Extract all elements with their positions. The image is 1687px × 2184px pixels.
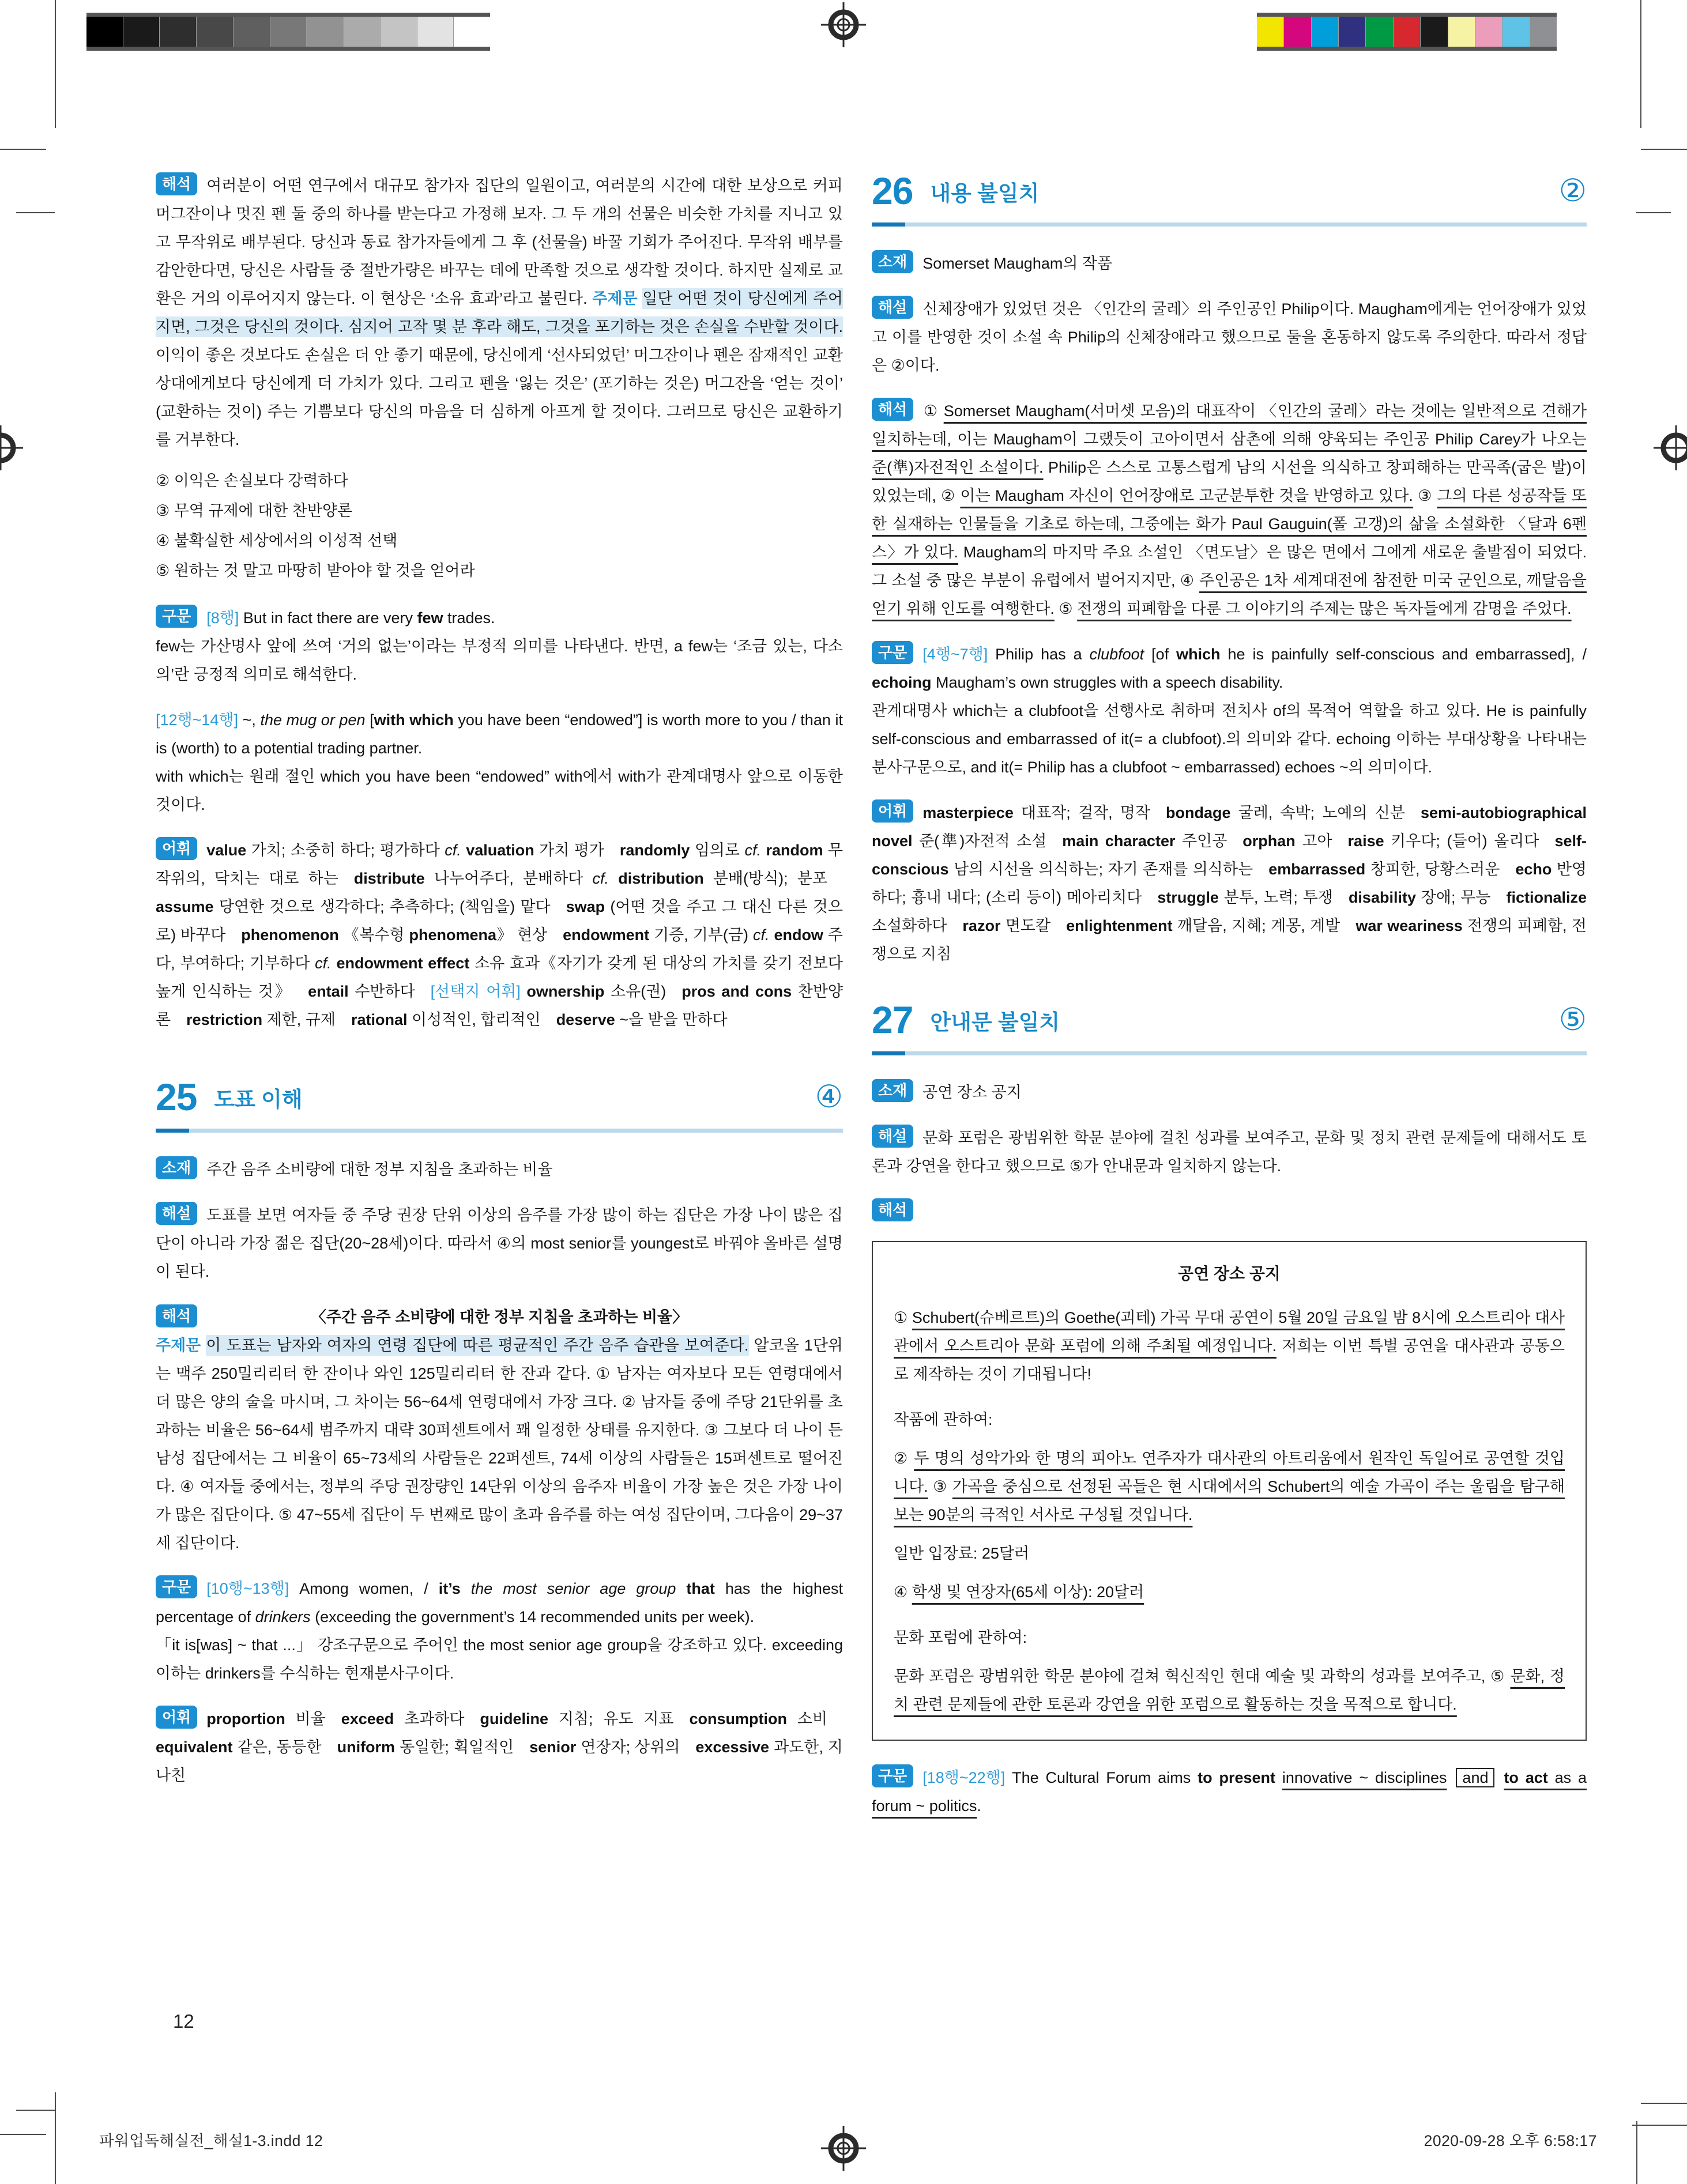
crop-mark (1641, 149, 1687, 150)
crop-mark (16, 2110, 55, 2111)
notice-student-price: ④ 학생 및 연장자(65세 이상): 20달러 (894, 1583, 1144, 1601)
notice-box (872, 1241, 1587, 1741)
interp-badge: 해석 (156, 172, 197, 195)
q25-syntax (156, 1575, 843, 1631)
question-number: 26 (872, 169, 913, 212)
calibration-swatch (270, 17, 307, 47)
calibration-swatch (1394, 17, 1421, 47)
topic-badge: 소재 (156, 1156, 197, 1179)
calibration-swatch (1366, 17, 1393, 47)
option-3: ③ 무역 규제에 대한 찬반양론 (156, 502, 353, 519)
q26-syntax-note: 관계대명사 which는 a clubfoot을 선행사로 취하며 전치사 of의 목적어 역할을 하고 있다. He is painfully self-conscious and embarrassed of it(= a clubfoot).의 의미와 같다. echoing 이하는 부대상황을 나타내는 분사구문으로, and it(= Philip has a clubfoot ~ embarrassed) echoes ~의 의미이다. (872, 702, 1587, 776)
section-26-header (872, 169, 1587, 212)
registration-mark-icon (0, 425, 23, 470)
q27-topic (872, 1078, 1587, 1107)
crop-mark (1641, 2103, 1687, 2104)
calibration-swatch (1312, 17, 1339, 47)
line-ref: [4행~7행] (922, 646, 988, 663)
q25-topic (156, 1156, 843, 1184)
registration-mark-icon (821, 2126, 866, 2171)
calibration-swatch (1339, 17, 1366, 47)
q26-syntax-sentence: Philip has a clubfoot [of which he is painfully self-conscious and embarrassed], / echoing Maugham’s own struggles with a speech disability. (872, 646, 1587, 691)
footer-filename: 파워업독해실전_해설1-3.indd 12 (99, 2132, 323, 2149)
syntax-badge: 구문 (156, 1575, 197, 1598)
calibration-swatch (344, 17, 381, 47)
q24-syntax-1-note: few는 가산명사 앞에 쓰여 ‘거의 없는’이라는 부정적 의미를 나타낸다. 반면, a few는 ‘조금 있는, 다소의’란 긍정적 의미로 해석한다. (156, 638, 843, 683)
calibration-swatch (234, 17, 270, 47)
notice-subhead-1: 작품에 관하여: (894, 1411, 993, 1428)
q25-explanation-text: 도표를 보면 여자들 중 주당 권장 단위 이상의 음주를 가장 많이 하는 집단은 가장 나이 많은 집단이 아니라 가장 젊은 집단(20~28세)이다. 따라서 ④의 most senior를 youngest로 바꿔야 올바른 설명이 된다. (156, 1206, 843, 1280)
q26-topic-text: Somerset Maugham의 작품 (922, 255, 1113, 272)
line-ref: [18행~22행] (922, 1769, 1006, 1786)
q24-syntax-2 (156, 706, 843, 763)
right-column (872, 169, 1587, 1820)
vocab-badge: 어휘 (156, 1706, 197, 1729)
q24-vocab (156, 836, 843, 1034)
registration-mark-icon (821, 2, 866, 47)
calibration-swatch (160, 17, 197, 47)
crop-mark (1636, 212, 1671, 213)
syntax-badge: 구문 (872, 641, 913, 664)
q25-vocab (156, 1705, 843, 1790)
q25-vocab-list: proportion 비율 exceed 초과하다 guideline 지침; 유도 지표 consumption 소비 equivalent 같은, 동등한 uniform 동일한; 획일적인 senior 연장자; 상위의 excessive 과도한, 지나친 (156, 1710, 843, 1784)
registration-mark-icon (1654, 425, 1687, 470)
topic-badge: 소재 (872, 1079, 913, 1102)
notice-subhead-2: 문화 포럼에 관하여: (894, 1629, 1027, 1646)
notice-admission: 일반 입장료: 25달러 (894, 1545, 1030, 1562)
q26-vocab-list: masterpiece 대표작; 걸작, 명작 bondage 굴레, 속박; 노예의 신분 semi-autobiographical novel 준(準)자전적 소설 main character 주인공 orphan 고아 raise 키우다; (들어) 올리다 self-conscious 남의 시선을 의식하는; 자기 존재를 의식하는 embarrassed 창피한, 당황스러운 echo 반영하다; 흉내 내다; (소리 등이) 메아리치다 struggle 분투, 노력; 투쟁 disability 장애; 무능 fictionalize 소설화하다 razor 면도칼 enlightenment 깨달음, 지혜; 계몽, 계발 war weariness 전쟁의 피폐함, 전쟁으로 지침 (872, 804, 1587, 963)
calibration-swatch (1284, 17, 1311, 47)
q26-topic (872, 250, 1587, 278)
notice-title: 공연 장소 공지 (1178, 1265, 1281, 1283)
q24-interpretation (156, 172, 843, 454)
option-4: ④ 불확실한 세상에서의 이성적 선택 (156, 532, 398, 549)
crop-mark (55, 2092, 56, 2184)
option-2: ② 이익은 손실보다 강력하다 (156, 472, 348, 489)
q26-vocab (872, 799, 1587, 968)
q27-explanation-text: 문화 포럼은 광범위한 학문 분야에 걸친 성과를 보여주고, 문화 및 정치 관련 문제들에 대해서도 토론과 강연을 한다고 했으므로 ⑤가 안내문과 일치하지 않는다. (872, 1129, 1587, 1175)
calibration-swatch (1448, 17, 1475, 47)
q24-syntax-2-note: with which는 원래 절인 which you have been “endowed” with에서 with가 관계대명사 앞으로 이동한 것이다. (156, 768, 843, 813)
q26-syntax (872, 640, 1587, 697)
crop-mark (1632, 2125, 1687, 2126)
question-type-title: 안내문 불일치 (930, 1010, 1060, 1034)
crop-mark (16, 212, 55, 213)
option-5: ⑤ 원하는 것 말고 마땅히 받아야 할 것을 얻어라 (156, 562, 475, 579)
q24-interpretation-text: 여러분이 어떤 연구에서 대규모 참가자 집단의 일원이고, 여러분의 시간에 대한 보상으로 커피 머그잔이나 멋진 펜 둘 중의 하나를 받는다고 가정해 보자. 그 두 개의 선물은 비슷한 가치를 지니고 있고 무작위로 배부된다. 당신과 동료 참가자들에게 그 후 (선물을) 바꿀 기회가 주어진다. 무작위 배부를 감안한다면, 당신은 사람들 중 절반가량은 바꾸는 데에 만족할 것으로 생각할 것이다. 하지만 실제로 교환은 거의 이루어지지 않는다. 이 현상은 ‘소유 효과’라고 불린다. 주제문 일단 어떤 것이 당신에게 주어지면, 그것은 당신의 것이다. 심지어 고작 몇 분 후라 해도, 그것을 포기하는 것은 손실을 수반할 것이다. 이익이 좋은 것보다도 손실은 더 안 좋기 때문에, 당신에게 ‘선사되었던’ 머그잔이나 펜은 잠재적인 교환 상대에게보다 당신에게 더 가치가 있다. 그리고 펜을 ‘잃는 것은’ (포기하는 것은) 머그잔을 ‘얻는 것이’ (교환하는 것이) 주는 기쁨보다 당신의 마음을 더 심하게 아프게 할 것이다. 그러므로 당신은 교환하기를 거부한다. (156, 177, 843, 448)
q25-explanation (156, 1201, 843, 1286)
q27-topic-text: 공연 장소 공지 (922, 1084, 1022, 1101)
calibration-swatch (417, 17, 454, 47)
calibration-swatch (86, 17, 123, 47)
line-ref: [8행] (206, 609, 239, 627)
vocab-badge: 어휘 (872, 799, 913, 823)
left-column (156, 172, 843, 1790)
expl-badge: 해설 (872, 1125, 913, 1148)
answer-badge: ⑤ (1558, 1002, 1587, 1037)
crop-mark (0, 149, 46, 150)
expl-badge: 해설 (872, 296, 913, 319)
q24-syntax-2-sentence: ~, the mug or pen [with which you have been “endowed”] is worth more to you / than it is (worth) to a potential trading partner. (156, 711, 843, 757)
section-27-header (872, 998, 1587, 1041)
q24-options (156, 467, 843, 587)
calibration-swatch (1530, 17, 1557, 47)
q25-syntax-note: 「it is[was] ~ that ...」 강조구문으로 주어인 the most senior age group을 강조하고 있다. exceeding 이하는 drinkers를 수식하는 현재분사구이다. (156, 1636, 843, 1682)
crop-mark (1640, 0, 1641, 128)
q25-interpretation-text: 주제문 이 도표는 남자와 여자의 연령 집단에 따른 평균적인 주간 음주 습관을 보여준다. 알코올 1단위는 맥주 250밀리리터 한 잔이나 와인 125밀리리터 한 잔과 같다. ① 남자는 여자보다 모든 연령대에서 더 많은 양의 술을 마시며, 그 차이는 56~64세 연령대에서 가장 크다. ② 남자들 중에 주당 21단위를 초과하는 비율은 56~64세 범주까지 대략 30퍼센트에서 꽤 일정한 상태를 유지한다. ③ 그보다 더 나이 든 남성 집단에서는 그 비율이 65~73세의 사람들은 22퍼센트, 74세 이상의 사람들은 15퍼센트로 떨어진다. ④ 여자들 중에서는, 정부의 주당 권장량인 14단위 이상의 음주자 비율이 가장 높은 것은 가장 나이가 많은 집단이다. ⑤ 47~55세 집단이 두 번째로 많이 초과 음주를 하는 여성 집단이며, 그다음이 29~37세 집단이다. (156, 1331, 843, 1557)
interp-badge: 해석 (156, 1304, 197, 1327)
calibration-swatch (197, 17, 234, 47)
section-divider (872, 222, 1587, 227)
notice-paragraph-2: ② 두 명의 성악가와 한 명의 피아노 연주자가 대사관의 아트리움에서 원작인 독일어로 공연할 것입니다. ③ 가곡을 중심으로 선정된 곡들은 현 시대에서의 Schubert의 예술 가곡이 주는 울림을 탐구해보는 90분의 극적인 서사로 구성될 것입니다. (894, 1450, 1565, 1523)
q26-explanation-text: 신체장애가 있었던 것은 〈인간의 굴레〉의 주인공인 Philip이다. Maugham에게는 언어장애가 있었고 이를 반영한 것이 소설 속 Philip의 신체장애라고 했으므로 둘을 혼동하지 않도록 주의한다. 따라서 정답은 ②이다. (872, 300, 1587, 374)
section-25 (156, 1078, 843, 1790)
q25-topic-text: 주간 음주 소비량에 대한 정부 지침을 초과하는 비율 (206, 1161, 553, 1178)
calibration-swatch (1475, 17, 1503, 47)
section-27 (872, 998, 1587, 1820)
q24-syntax-1-sentence: But in fact there are very few trades. (243, 609, 495, 627)
calibration-swatch (381, 17, 417, 47)
q24-syntax-1 (156, 604, 843, 632)
grayscale-calibration-bar (86, 13, 490, 51)
crop-mark (0, 2134, 46, 2135)
q24-vocab-list: value 가치; 소중히 하다; 평가하다 cf. valuation 가치 평가 randomly 임의로 cf. random 무작위의, 닥치는 대로 하는 distribute 나누어주다, 분배하다 cf. distribution 분배(방식); 분포 assume 당연한 것으로 생각하다; 추측하다; (책임을) 맡다 swap (어떤 것을 주고 그 대신 다른 것으로) 바꾸다 phenomenon 《복수형 phenomena》 현상 endowment 기증, 기부(금) cf. endow 주다, 부여하다; 기부하다 cf. endowment effect 소유 효과《자기가 갖게 된 대상의 가치를 갖기 전보다 높게 인식하는 것》 entail 수반하다 [선택지 어휘] ownership 소유(권) pros and cons 찬반양론 restriction 제한, 규제 rational 이성적인, 합리적인 deserve ~을 받을 만하다 (156, 842, 843, 1028)
interp-badge: 해석 (872, 398, 913, 421)
footer-timestamp: 2020-09-28 오후 6:58:17 (1424, 2132, 1597, 2149)
question-type-title: 도표 이해 (214, 1088, 303, 1111)
section-divider (156, 1129, 843, 1133)
expl-badge: 해설 (156, 1202, 197, 1225)
calibration-swatch (1257, 17, 1284, 47)
page-number: 12 (173, 2011, 194, 2032)
syntax-badge: 구문 (156, 605, 197, 628)
chart-title: 〈주간 음주 소비량에 대한 정부 지침을 초과하는 비율〉 (310, 1308, 688, 1326)
q27-syntax-sentence: The Cultural Forum aims to present innovative ~ disciplines and to act as a forum ~ politics. (872, 1769, 1587, 1815)
answer-badge: ④ (815, 1080, 843, 1114)
q27-explanation (872, 1124, 1587, 1180)
q25-interpretation (156, 1303, 843, 1557)
section-25-header (156, 1078, 843, 1116)
answer-badge: ② (1558, 173, 1587, 208)
calibration-swatch (307, 17, 344, 47)
q26-explanation (872, 295, 1587, 380)
notice-paragraph-3: 문화 포럼은 광범위한 학문 분야에 걸쳐 혁신적인 현대 예술 및 과학의 성과를 보여주고, ⑤ 문화, 정치 관련 문제들에 관한 토론과 강연을 위한 포럼으로 활동하는 것을 목적으로 합니다. (894, 1668, 1565, 1713)
question-type-title: 내용 불일치 (930, 182, 1040, 205)
notice-paragraph-1: ① Schubert(슈베르트)의 Goethe(괴테) 가곡 무대 공연이 5월 20일 금요일 밤 8시에 오스트리아 대사관에서 오스트리아 문화 포럼에 의해 주최될 예정입니다. 저희는 이번 특별 공연을 대사관과 공동으로 제작하는 것이 기대됩니다! (894, 1309, 1565, 1383)
vocab-badge: 어휘 (156, 837, 197, 860)
q26-interpretation-text: ① Somerset Maugham(서머셋 모음)의 대표작이 〈인간의 굴레〉라는 것에는 일반적으로 견해가 일치하는데, 이는 Maugham이 그랬듯이 고아이면서 삼촌에 의해 양육되는 주인공 Philip Carey가 나오는 준(準)자전적인 소설이다. Philip은 스스로 고통스럽게 남의 시선을 의식하고 창피해하는 만곡족(굽은 발)이 있었는데, ② 이는 Maugham 자신이 언어장애로 고군분투한 것을 반영하고 있다. ③ 그의 다른 성공작들 또한 실재하는 인물들을 기초로 하는데, 그중에는 화가 Paul Gauguin(폴 고갱)의 삶을 소설화한 〈달과 6펜스〉가 있다. Maugham의 마지막 주요 소설인 〈면도날〉은 많은 면에서 그에게 새로운 출발점이 되었다. 그 소설 중 많은 부분이 유럽에서 벌어지지만, ④ 주인공은 1차 세계대전에 참전한 미국 군인으로, 깨달음을 얻기 위해 인도를 여행한다. ⑤ 전쟁의 피폐함을 다룬 그 이야기의 주제는 많은 독자들에게 감명을 주었다. (872, 402, 1587, 617)
question-number: 25 (156, 1076, 197, 1118)
question-number: 27 (872, 998, 913, 1041)
crop-mark (1636, 2121, 1637, 2184)
calibration-swatch (1421, 17, 1448, 47)
line-ref: [12행~14행] (156, 711, 238, 729)
section-divider (872, 1051, 1587, 1055)
q27-syntax (872, 1764, 1587, 1820)
line-ref: [10행~13행] (206, 1580, 289, 1597)
q27-interp-label (872, 1198, 1587, 1226)
calibration-swatch (454, 17, 490, 47)
topic-badge: 소재 (872, 250, 913, 273)
color-calibration-bar (1257, 13, 1557, 51)
interp-badge: 해석 (872, 1198, 913, 1221)
calibration-swatch (123, 17, 160, 47)
syntax-badge: 구문 (872, 1764, 913, 1787)
crop-mark (55, 0, 56, 128)
calibration-swatch (1503, 17, 1530, 47)
q26-interpretation (872, 397, 1587, 623)
q25-syntax-sentence: Among women, / it’s the most senior age group that has the highest percentage of drinkers (exceeding the government’s 14 recommended units per week). (156, 1580, 843, 1625)
